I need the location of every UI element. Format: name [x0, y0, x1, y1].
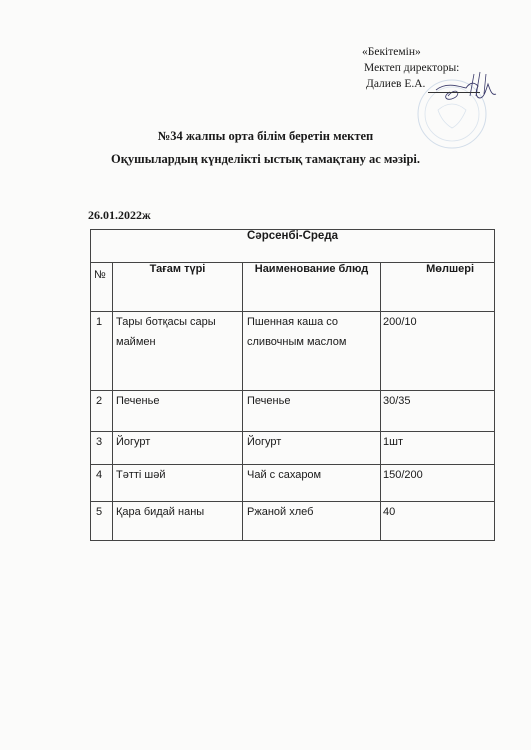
school-title: №34 жалпы орта білім беретін мектеп — [157, 129, 374, 143]
row-dish-kz: Тәтті шәй — [116, 469, 166, 481]
row-qty: 1шт — [383, 436, 403, 448]
row-qty: 40 — [383, 506, 396, 518]
header-num: № — [91, 263, 113, 312]
row-dish-ru: Чай с сахаром — [247, 469, 322, 481]
approval-heading: «Бекітемін» — [362, 46, 421, 58]
row-dish-kz: Тары ботқасы сары маймен — [116, 316, 216, 348]
approval-signatory: Далиев Е.А. — [366, 78, 426, 90]
day-row — [91, 230, 495, 263]
row-num: 4 — [96, 469, 103, 481]
header-dish-kz: Тағам түрі — [113, 263, 243, 312]
header-row — [91, 263, 495, 312]
signature-line — [428, 92, 480, 93]
row-qty: 150/200 — [383, 469, 423, 481]
table-row — [91, 391, 495, 432]
row-dish-kz: Йогурт — [116, 436, 151, 448]
day-label: Сәрсенбі-Среда — [91, 230, 495, 263]
table-row — [91, 432, 495, 465]
row-dish-ru: Пшенная каша со сливочным маслом — [247, 316, 347, 348]
row-dish-ru: Ржаной хлеб — [247, 506, 314, 518]
row-qty: 30/35 — [383, 395, 411, 407]
row-dish-kz: Қара бидай наны — [116, 506, 205, 518]
menu-title: Оқушылардың күнделікті ыстық тамақтану ас мәзірі. — [110, 152, 420, 166]
row-dish-ru: Печенье — [247, 395, 291, 407]
row-dish-ru: Йогурт — [247, 436, 282, 448]
row-num: 3 — [96, 436, 103, 448]
menu-table — [90, 229, 495, 541]
approval-position: Мектеп директоры: — [364, 62, 460, 74]
row-qty: 200/10 — [383, 316, 417, 328]
header-qty: Мөлшері — [381, 263, 495, 312]
row-num: 5 — [96, 506, 103, 518]
menu-date: 26.01.2022ж — [88, 208, 151, 222]
table-row — [91, 502, 495, 541]
table-row — [91, 312, 495, 391]
row-dish-kz: Печенье — [116, 395, 160, 407]
header-dish-ru: Наименование блюд — [243, 263, 381, 312]
row-num: 1 — [96, 316, 103, 328]
table-row — [91, 465, 495, 502]
row-num: 2 — [96, 395, 103, 407]
